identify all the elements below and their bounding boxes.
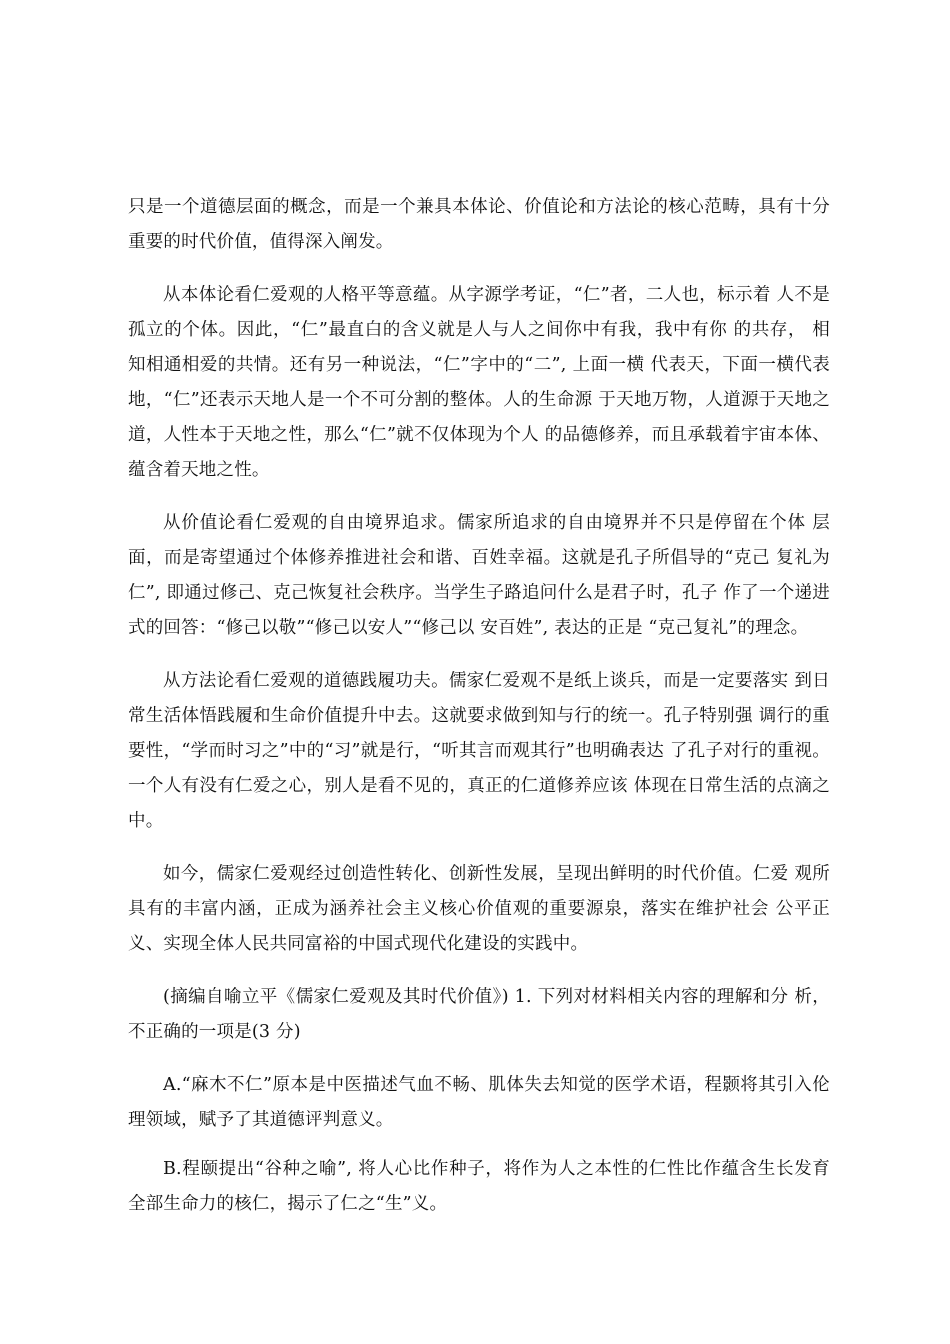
document-page xyxy=(128,190,830,1236)
paragraph-axiology: 从价值论看仁爱观的自由境界追求。儒家所追求的自由境界并不只是停留在个体 层面，而是寄望通过个体修养推进社会和谐、百姓幸福。这就是孔子所倡导的“克己 复礼为仁”, 即通过修己、克己恢复社会秩序。当学生子路追问什么是君子时，孔子 作了一个递进式的回答：“修己以敬”“修己以安人”“修己以 安百姓”, 表达的正是 “克己复礼”的理念。 xyxy=(128,513,830,638)
paragraph-methodology: 从方法论看仁爱观的道德践履功夫。儒家仁爱观不是纸上谈兵，而是一定要落实 到日常生活体悟践履和生命价值提升中去。这就要求做到知与行的统一。孔子特别强 调行的重要性，“学而时习之”中的“习”就是行，“听其言而观其行”也明确表达 了孔子对行的重视。一个人有没有仁爱之心，别人是看不见的，真正的仁道修养应该 体现在日常生活的点滴之中。 xyxy=(128,671,830,831)
option-a: A.“麻木不仁”原本是中医描述气血不畅、肌体失去知觉的医学术语，程颢将其引入伦理领域，赋予了其道德评判意义。 xyxy=(128,1075,830,1130)
paragraph-intro: 只是一个道德层面的概念，而是一个兼具本体论、价值论和方法论的核心范畴，具有十分重要的时代价值，值得深入阐发。 xyxy=(128,197,830,252)
option-b: B.程颐提出“谷种之喻”, 将人心比作种子，将作为人之本性的仁性比作蕴含生长发育全部生命力的核仁，揭示了仁之“生”义。 xyxy=(128,1159,830,1214)
source-and-question: (摘编自喻立平《儒家仁爱观及其时代价值》) 1. 下列对材料相关内容的理解和分 析，不正确的一项是(3 分) xyxy=(128,987,830,1042)
paragraph-ontology: 从本体论看仁爱观的人格平等意蕴。从字源学考证，“仁”者，二人也，标示着 人不是孤立的个体。因此，“仁”最直白的含义就是人与人之间你中有我，我中有你 的共存， 相知相通相爱的共情。还有另一种说法，“仁”字中的“二”, 上面一横 代表天，下面一横代表地，“仁”还表示天地人是一个不可分割的整体。人的生命源 于天地万物，人道源于天地之道，人性本于天地之性，那么“仁”就不仅体现为个人 的品德修养，而且承载着宇宙本体、蕴含着天地之性。 xyxy=(128,285,830,480)
paragraph-contemporary-value: 如今，儒家仁爱观经过创造性转化、创新性发展，呈现出鲜明的时代价值。仁爱 观所具有的丰富内涵，正成为涵养社会主义核心价值观的重要源泉，落实在维护社会 公平正义、实现全体人民共同富裕的中国式现代化建设的实践中。 xyxy=(128,864,830,954)
